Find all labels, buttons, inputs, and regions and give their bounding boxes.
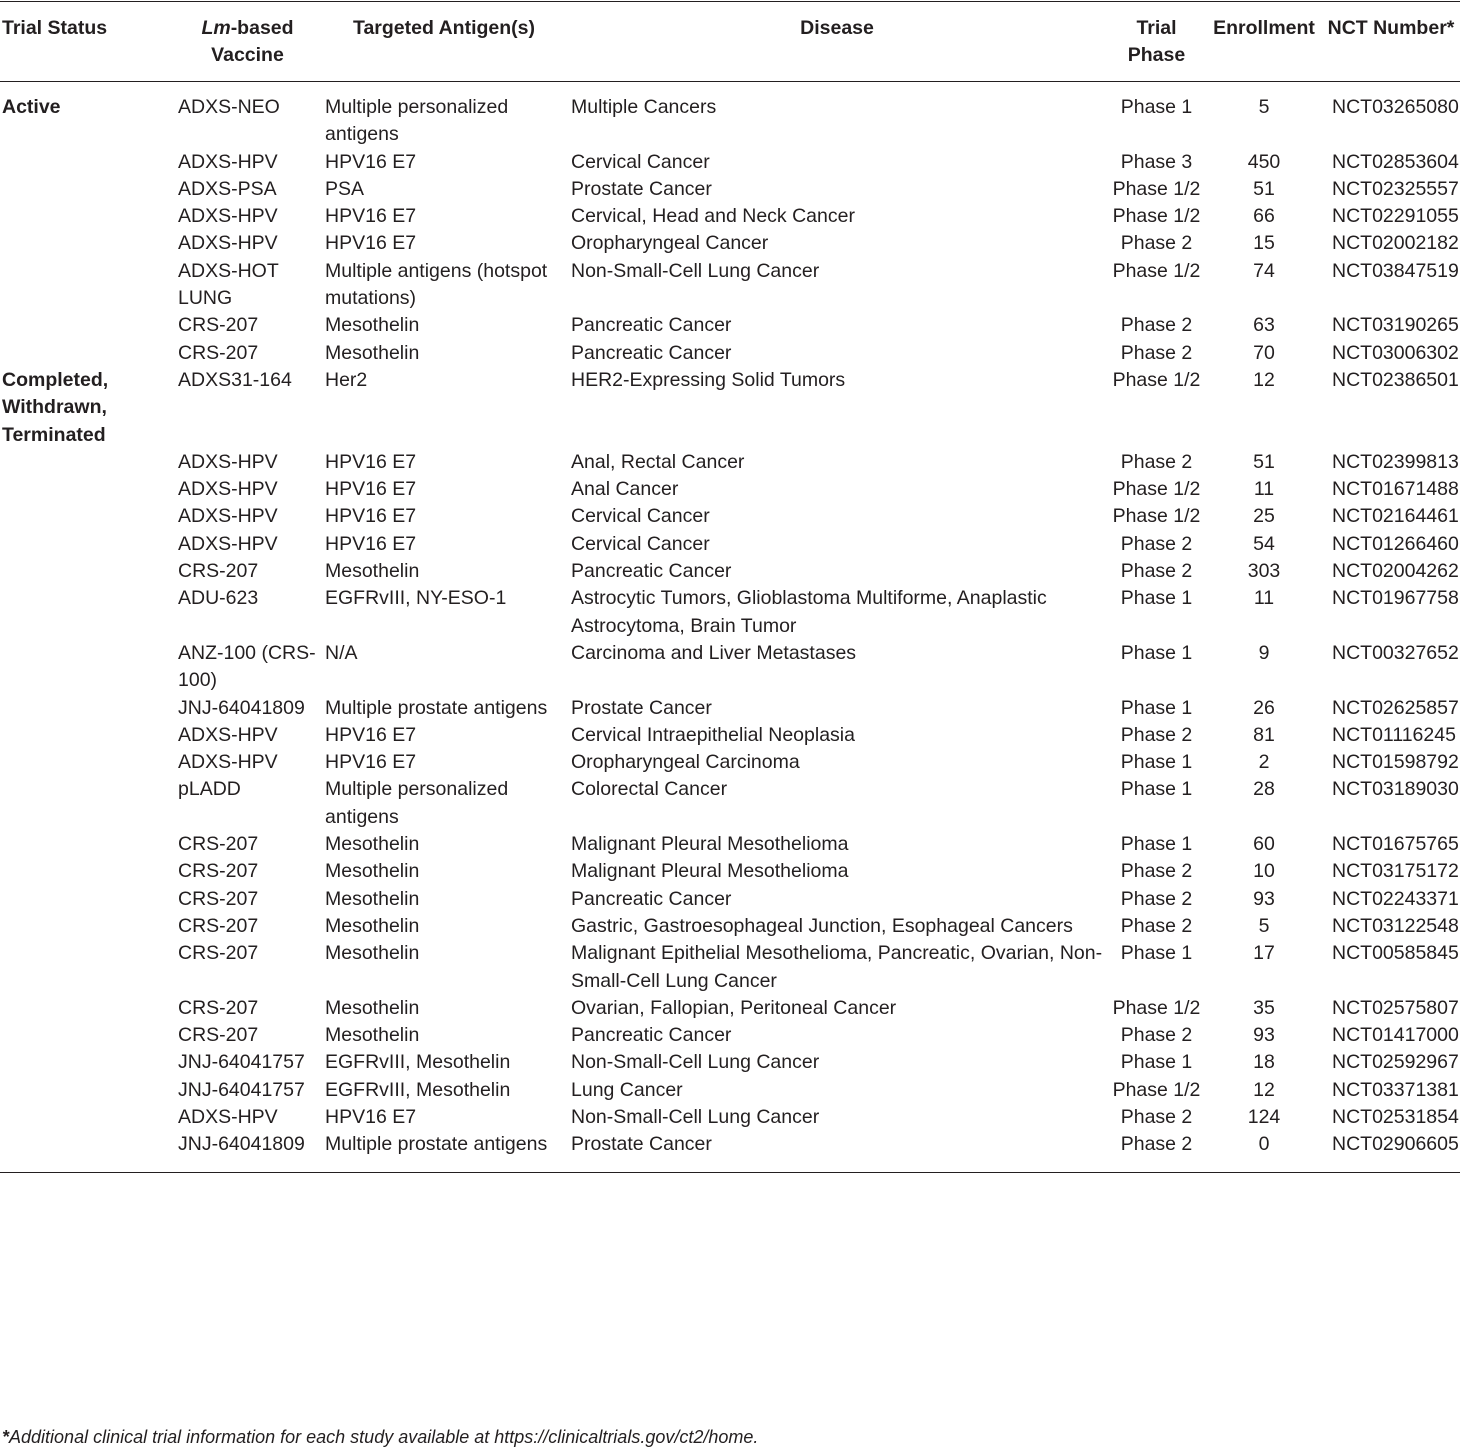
header-trial-status: Trial Status [0, 2, 174, 82]
antigens-cell: HPV16 E7 [325, 232, 417, 255]
enrollment-cell: 11 [1253, 587, 1275, 610]
nct-number-cell: NCT02386501 [1332, 368, 1459, 391]
trial-status-cell [0, 776, 174, 831]
antigens-cell: EGFRvIII, Mesothelin [325, 1051, 511, 1074]
trial-status-cell [0, 1049, 174, 1076]
trial-status-cell [0, 886, 174, 913]
disease-cell: Pancreatic Cancer [571, 1024, 732, 1047]
phase-cell: Phase 1 [1120, 751, 1193, 774]
vaccine-cell: CRS-207 [178, 996, 259, 1019]
nct-number-cell: NCT02164461 [1332, 505, 1459, 528]
table-row [0, 531, 1460, 558]
phase-cell: Phase 3 [1120, 150, 1193, 173]
vaccine-cell: ADXS-HPV [178, 1105, 278, 1128]
vaccine-cell: ADXS-HPV [178, 450, 278, 473]
header-vaccine [174, 2, 321, 82]
vaccine-cell: pLADD [178, 778, 241, 801]
phase-cell: Phase 1 [1120, 942, 1193, 965]
table-row [0, 1022, 1460, 1049]
nct-number-cell: NCT02575807 [1332, 996, 1459, 1019]
antigens-cell: Mesothelin [325, 1024, 420, 1047]
nct-number-cell: NCT02592967 [1332, 1051, 1459, 1074]
table-row [0, 585, 1460, 640]
nct-number-cell: NCT03847519 [1332, 259, 1459, 282]
phase-cell: Phase 2 [1120, 450, 1193, 473]
enrollment-cell: 9 [1258, 641, 1270, 664]
vaccine-cell: CRS-207 [178, 833, 259, 856]
trial-status-cell [0, 449, 174, 476]
header-disease: Disease [567, 2, 1107, 82]
trial-status-cell [0, 1131, 174, 1172]
disease-cell: Non-Small-Cell Lung Cancer [571, 1105, 820, 1128]
table-row [0, 258, 1460, 313]
trial-status-cell [0, 503, 174, 530]
vaccine-cell: ADXS-NEO [178, 96, 280, 118]
phase-cell: Phase 2 [1120, 560, 1193, 583]
disease-cell: Cervical Cancer [571, 505, 710, 528]
disease-cell: Multiple Cancers [571, 96, 717, 118]
vaccine-cell: CRS-207 [178, 341, 259, 364]
vaccine-cell: CRS-207 [178, 914, 259, 937]
disease-cell: Prostate Cancer [571, 696, 712, 719]
disease-cell: Pancreatic Cancer [571, 341, 732, 364]
nct-number-cell: NCT01675765 [1332, 833, 1459, 856]
table-row [0, 831, 1460, 858]
phase-cell: Phase 2 [1120, 860, 1193, 883]
disease-cell: Cervical Cancer [571, 150, 710, 173]
disease-cell: Gastric, Gastroesophageal Junction, Esophageal Cancers [571, 914, 1073, 937]
trial-status-cell [0, 558, 174, 585]
disease-cell: Cervical Intraepithelial Neoplasia [571, 723, 855, 746]
nct-number-cell: NCT03006302 [1332, 341, 1459, 364]
trial-status-cell [0, 476, 174, 503]
nct-number-cell: NCT03190265 [1332, 314, 1459, 337]
nct-number-cell: NCT03371381 [1332, 1078, 1459, 1101]
disease-cell: Pancreatic Cancer [571, 887, 732, 910]
vaccine-cell: CRS-207 [178, 314, 259, 337]
enrollment-cell: 81 [1253, 723, 1275, 746]
enrollment-cell: 35 [1253, 996, 1275, 1019]
enrollment-cell: 17 [1253, 942, 1275, 965]
antigens-cell: HPV16 E7 [325, 505, 417, 528]
vaccine-cell: ADXS-HPV [178, 751, 278, 774]
vaccine-cell: CRS-207 [178, 860, 259, 883]
trial-status-cell [0, 176, 174, 203]
vaccine-cell: ADXS-HPV [178, 205, 278, 228]
vaccine-cell: ADXS-HPV [178, 150, 278, 173]
table-row [0, 503, 1460, 530]
antigens-cell: Mesothelin [325, 860, 420, 883]
table-row [0, 476, 1460, 503]
header-row [0, 2, 1460, 82]
table-row [0, 995, 1460, 1022]
antigens-cell: Multiple prostate antigens [321, 1131, 567, 1172]
trial-status-cell [0, 722, 174, 749]
vaccine-cell: ADXS-HPV [178, 478, 278, 501]
enrollment-cell: 15 [1253, 232, 1275, 255]
enrollment-cell: 93 [1253, 887, 1275, 910]
table-row [0, 640, 1460, 695]
vaccine-cell: ADU-623 [178, 587, 259, 610]
phase-cell: Phase 1 [1120, 1051, 1193, 1074]
table-row [0, 558, 1460, 585]
table-row [0, 82, 1460, 149]
antigens-cell: Multiple prostate antigens [325, 696, 548, 719]
trial-status-cell [0, 312, 174, 339]
nct-number-cell: NCT01417000 [1332, 1024, 1459, 1047]
header-phase: Trial Phase [1107, 2, 1206, 82]
vaccine-cell: ADXS-PSA [178, 177, 277, 200]
header-enrollment: Enrollment [1206, 2, 1322, 82]
disease-cell: Ovarian, Fallopian, Peritoneal Cancer [571, 996, 897, 1019]
phase-cell: Phase 1 [1120, 833, 1193, 856]
phase-cell: Phase 2 [1120, 887, 1193, 910]
antigens-cell: HPV16 E7 [325, 723, 417, 746]
enrollment-cell: 124 [1247, 1105, 1281, 1128]
enrollment-cell: 70 [1253, 341, 1275, 364]
nct-number-cell: NCT02399813 [1332, 450, 1459, 473]
trial-status-cell [0, 940, 174, 995]
table-row [0, 858, 1460, 885]
phase-cell: Phase 2 [1120, 914, 1193, 937]
enrollment-cell: 2 [1258, 751, 1270, 774]
disease-cell: Malignant Pleural Mesothelioma [571, 860, 849, 883]
vaccine-cell: CRS-207 [178, 942, 259, 965]
antigens-cell: Mesothelin [325, 942, 420, 965]
enrollment-cell: 66 [1253, 205, 1275, 228]
disease-cell: Carcinoma and Liver Metastases [571, 641, 857, 664]
phase-cell: Phase 1/2 [1112, 368, 1201, 391]
table-row [0, 776, 1460, 831]
enrollment-cell: 0 [1206, 1131, 1322, 1172]
nct-number-cell: NCT02002182 [1332, 232, 1459, 255]
phase-cell: Phase 1/2 [1112, 259, 1201, 282]
antigens-cell: HPV16 E7 [325, 450, 417, 473]
trial-status-cell: Completed, Withdrawn, Terminated [2, 368, 109, 446]
header-vaccine-italic: Lm [201, 17, 231, 39]
antigens-cell: HPV16 E7 [325, 150, 417, 173]
enrollment-cell: 5 [1258, 96, 1270, 118]
antigens-cell: Mesothelin [325, 996, 420, 1019]
antigens-cell: HPV16 E7 [325, 532, 417, 555]
vaccine-cell: CRS-207 [178, 1024, 259, 1047]
enrollment-cell: 63 [1253, 314, 1275, 337]
vaccine-cell: ANZ-100 (CRS-100) [178, 641, 316, 692]
phase-cell: Phase 2 [1120, 1024, 1193, 1047]
nct-number-cell: NCT01671488 [1332, 478, 1459, 501]
nct-number-cell: NCT02325557 [1332, 177, 1459, 200]
disease-cell: Anal, Rectal Cancer [571, 450, 745, 473]
trial-status-cell [0, 230, 174, 257]
vaccine-cell: CRS-207 [178, 560, 259, 583]
trial-status-cell [0, 995, 174, 1022]
enrollment-cell: 60 [1253, 833, 1275, 856]
vaccine-cell: JNJ-64041809 [174, 1131, 321, 1172]
enrollment-cell: 54 [1253, 532, 1275, 555]
nct-number-cell: NCT01266460 [1332, 532, 1459, 555]
nct-number-cell: NCT03175172 [1332, 860, 1459, 883]
enrollment-cell: 93 [1253, 1024, 1275, 1047]
nct-number-cell: NCT02531854 [1332, 1105, 1459, 1128]
disease-cell: Astrocytic Tumors, Glioblastoma Multiforme, Anaplastic Astrocytoma, Brain Tumor [571, 587, 1047, 637]
table-row [0, 449, 1460, 476]
phase-cell: Phase 1/2 [1112, 996, 1201, 1019]
vaccine-cell: ADXS-HPV [178, 505, 278, 528]
antigens-cell: Multiple antigens (hotspot mutations) [325, 259, 548, 310]
trial-status-cell [0, 913, 174, 940]
antigens-cell: Mesothelin [325, 887, 420, 910]
nct-number-cell: NCT01967758 [1332, 587, 1459, 610]
enrollment-cell: 18 [1253, 1051, 1275, 1074]
trial-status-cell [0, 1022, 174, 1049]
enrollment-cell: 12 [1253, 368, 1275, 391]
footnote [2, 1426, 758, 1448]
table-row [0, 886, 1460, 913]
vaccine-cell: ADXS-HOT LUNG [178, 259, 279, 310]
table-row [0, 149, 1460, 176]
antigens-cell: Mesothelin [325, 833, 420, 856]
phase-cell: Phase 1/2 [1112, 177, 1201, 200]
phase-cell: Phase 1 [1120, 696, 1193, 719]
table-row [0, 230, 1460, 257]
table-row [0, 176, 1460, 203]
nct-number-cell: NCT00585845 [1332, 942, 1459, 965]
enrollment-cell: 11 [1253, 478, 1275, 501]
table-row [0, 695, 1460, 722]
disease-cell: Pancreatic Cancer [571, 560, 732, 583]
antigens-cell: Mesothelin [325, 314, 420, 337]
phase-cell: Phase 1 [1120, 641, 1193, 664]
table-row [0, 749, 1460, 776]
disease-cell: Oropharyngeal Carcinoma [571, 751, 800, 774]
phase-cell: Phase 1/2 [1112, 505, 1201, 528]
table-body [0, 82, 1460, 1173]
trial-status-cell [0, 858, 174, 885]
phase-cell: Phase 1/2 [1112, 1078, 1201, 1101]
antigens-cell: HPV16 E7 [325, 478, 417, 501]
phase-cell: Phase 2 [1120, 232, 1193, 255]
trial-status-cell [0, 203, 174, 230]
table-row [0, 367, 1460, 449]
enrollment-cell: 51 [1253, 450, 1275, 473]
trial-status-cell [0, 640, 174, 695]
header-vaccine-rest: -based Vaccine [211, 17, 294, 66]
antigens-cell: PSA [325, 177, 365, 200]
nct-number-cell: NCT01598792 [1332, 751, 1459, 774]
disease-cell: Cervical, Head and Neck Cancer [571, 205, 855, 228]
table-row [0, 203, 1460, 230]
trial-status-cell [0, 585, 174, 640]
table-row [0, 722, 1460, 749]
phase-cell: Phase 1 [1120, 778, 1193, 801]
nct-number-cell: NCT02243371 [1332, 887, 1459, 910]
disease-cell: Non-Small-Cell Lung Cancer [571, 259, 820, 282]
phase-cell: Phase 2 [1120, 314, 1193, 337]
phase-cell: Phase 1/2 [1112, 478, 1201, 501]
table-row [0, 312, 1460, 339]
antigens-cell: Her2 [325, 368, 368, 391]
enrollment-cell: 12 [1253, 1078, 1275, 1101]
header-antigens: Targeted Antigen(s) [321, 2, 567, 82]
header-nct: NCT Number* [1322, 2, 1460, 82]
vaccine-cell: JNJ-64041757 [178, 1051, 305, 1074]
phase-cell: Phase 2 [1120, 1105, 1193, 1128]
antigens-cell: HPV16 E7 [325, 205, 417, 228]
enrollment-cell: 5 [1258, 914, 1270, 937]
trial-status-cell [0, 749, 174, 776]
enrollment-cell: 51 [1253, 177, 1275, 200]
table-row [0, 340, 1460, 367]
vaccine-cell: JNJ-64041757 [178, 1078, 305, 1101]
trial-status-cell [0, 149, 174, 176]
table-row [0, 940, 1460, 995]
disease-cell: Non-Small-Cell Lung Cancer [571, 1051, 820, 1074]
vaccine-cell: ADXS31-164 [178, 368, 292, 391]
enrollment-cell: 25 [1253, 505, 1275, 528]
antigens-cell: Multiple personalized antigens [325, 778, 509, 828]
nct-number-cell: NCT02291055 [1332, 205, 1459, 228]
table-row [0, 1131, 1460, 1172]
nct-number-cell: NCT03189030 [1332, 778, 1459, 801]
disease-cell: Malignant Pleural Mesothelioma [571, 833, 849, 856]
trial-status-cell [0, 831, 174, 858]
disease-cell: Colorectal Cancer [571, 778, 728, 801]
antigens-cell: Mesothelin [325, 560, 420, 583]
enrollment-cell: 450 [1247, 150, 1281, 173]
trial-status-cell [0, 258, 174, 313]
footnote-text: Additional clinical trial information for each study available at https://clinicaltrials.gov/ct2/home. [9, 1427, 759, 1447]
trial-status-cell [0, 695, 174, 722]
disease-cell: HER2-Expressing Solid Tumors [571, 368, 846, 391]
enrollment-cell: 28 [1253, 778, 1275, 801]
phase-cell: Phase 1 [1120, 96, 1193, 118]
disease-cell: Anal Cancer [571, 478, 679, 501]
trial-status-cell: Active [2, 96, 61, 118]
vaccine-cell: ADXS-HPV [178, 723, 278, 746]
disease-cell: Lung Cancer [571, 1078, 683, 1101]
antigens-cell: Multiple personalized antigens [325, 96, 509, 146]
enrollment-cell: 26 [1253, 696, 1275, 719]
nct-number-cell: NCT02906605 [1322, 1131, 1460, 1172]
nct-number-cell: NCT00327652 [1332, 641, 1459, 664]
phase-cell: Phase 2 [1107, 1131, 1206, 1172]
antigens-cell: Mesothelin [325, 914, 420, 937]
antigens-cell: EGFRvIII, Mesothelin [325, 1078, 511, 1101]
enrollment-cell: 10 [1253, 860, 1275, 883]
footnote-mark: * [2, 1427, 10, 1447]
nct-number-cell: NCT01116245 [1332, 723, 1456, 746]
phase-cell: Phase 1 [1120, 587, 1193, 610]
antigens-cell: Mesothelin [325, 341, 420, 364]
trial-status-cell [0, 531, 174, 558]
disease-cell: Prostate Cancer [571, 177, 712, 200]
disease-cell: Pancreatic Cancer [571, 314, 732, 337]
phase-cell: Phase 2 [1120, 723, 1193, 746]
phase-cell: Phase 2 [1120, 532, 1193, 555]
nct-number-cell: NCT02853604 [1332, 150, 1459, 173]
enrollment-cell: 74 [1253, 259, 1275, 282]
nct-number-cell: NCT03265080 [1332, 96, 1459, 118]
disease-cell: Cervical Cancer [571, 532, 710, 555]
clinical-trials-table [0, 1, 1460, 1173]
trial-status-cell [0, 1104, 174, 1131]
vaccine-cell: JNJ-64041809 [178, 696, 305, 719]
vaccine-cell: ADXS-HPV [178, 232, 278, 255]
disease-cell: Oropharyngeal Cancer [571, 232, 769, 255]
nct-number-cell: NCT02004262 [1332, 560, 1459, 583]
table-row [0, 1049, 1460, 1076]
nct-number-cell: NCT03122548 [1332, 914, 1459, 937]
table-row [0, 1104, 1460, 1131]
antigens-cell: N/A [325, 641, 358, 664]
enrollment-cell: 303 [1247, 560, 1281, 583]
vaccine-cell: CRS-207 [178, 887, 259, 910]
disease-cell: Malignant Epithelial Mesothelioma, Pancreatic, Ovarian, Non-Small-Cell Lung Cancer [571, 942, 1103, 992]
table-row [0, 1077, 1460, 1104]
vaccine-cell: ADXS-HPV [178, 532, 278, 555]
antigens-cell: EGFRvIII, NY-ESO-1 [325, 587, 507, 610]
antigens-cell: HPV16 E7 [325, 751, 417, 774]
nct-number-cell: NCT02625857 [1332, 696, 1459, 719]
phase-cell: Phase 1/2 [1112, 205, 1201, 228]
trial-status-cell [0, 1077, 174, 1104]
trial-status-cell [0, 340, 174, 367]
table-row [0, 913, 1460, 940]
disease-cell: Prostate Cancer [567, 1131, 1107, 1172]
antigens-cell: HPV16 E7 [325, 1105, 417, 1128]
phase-cell: Phase 2 [1120, 341, 1193, 364]
